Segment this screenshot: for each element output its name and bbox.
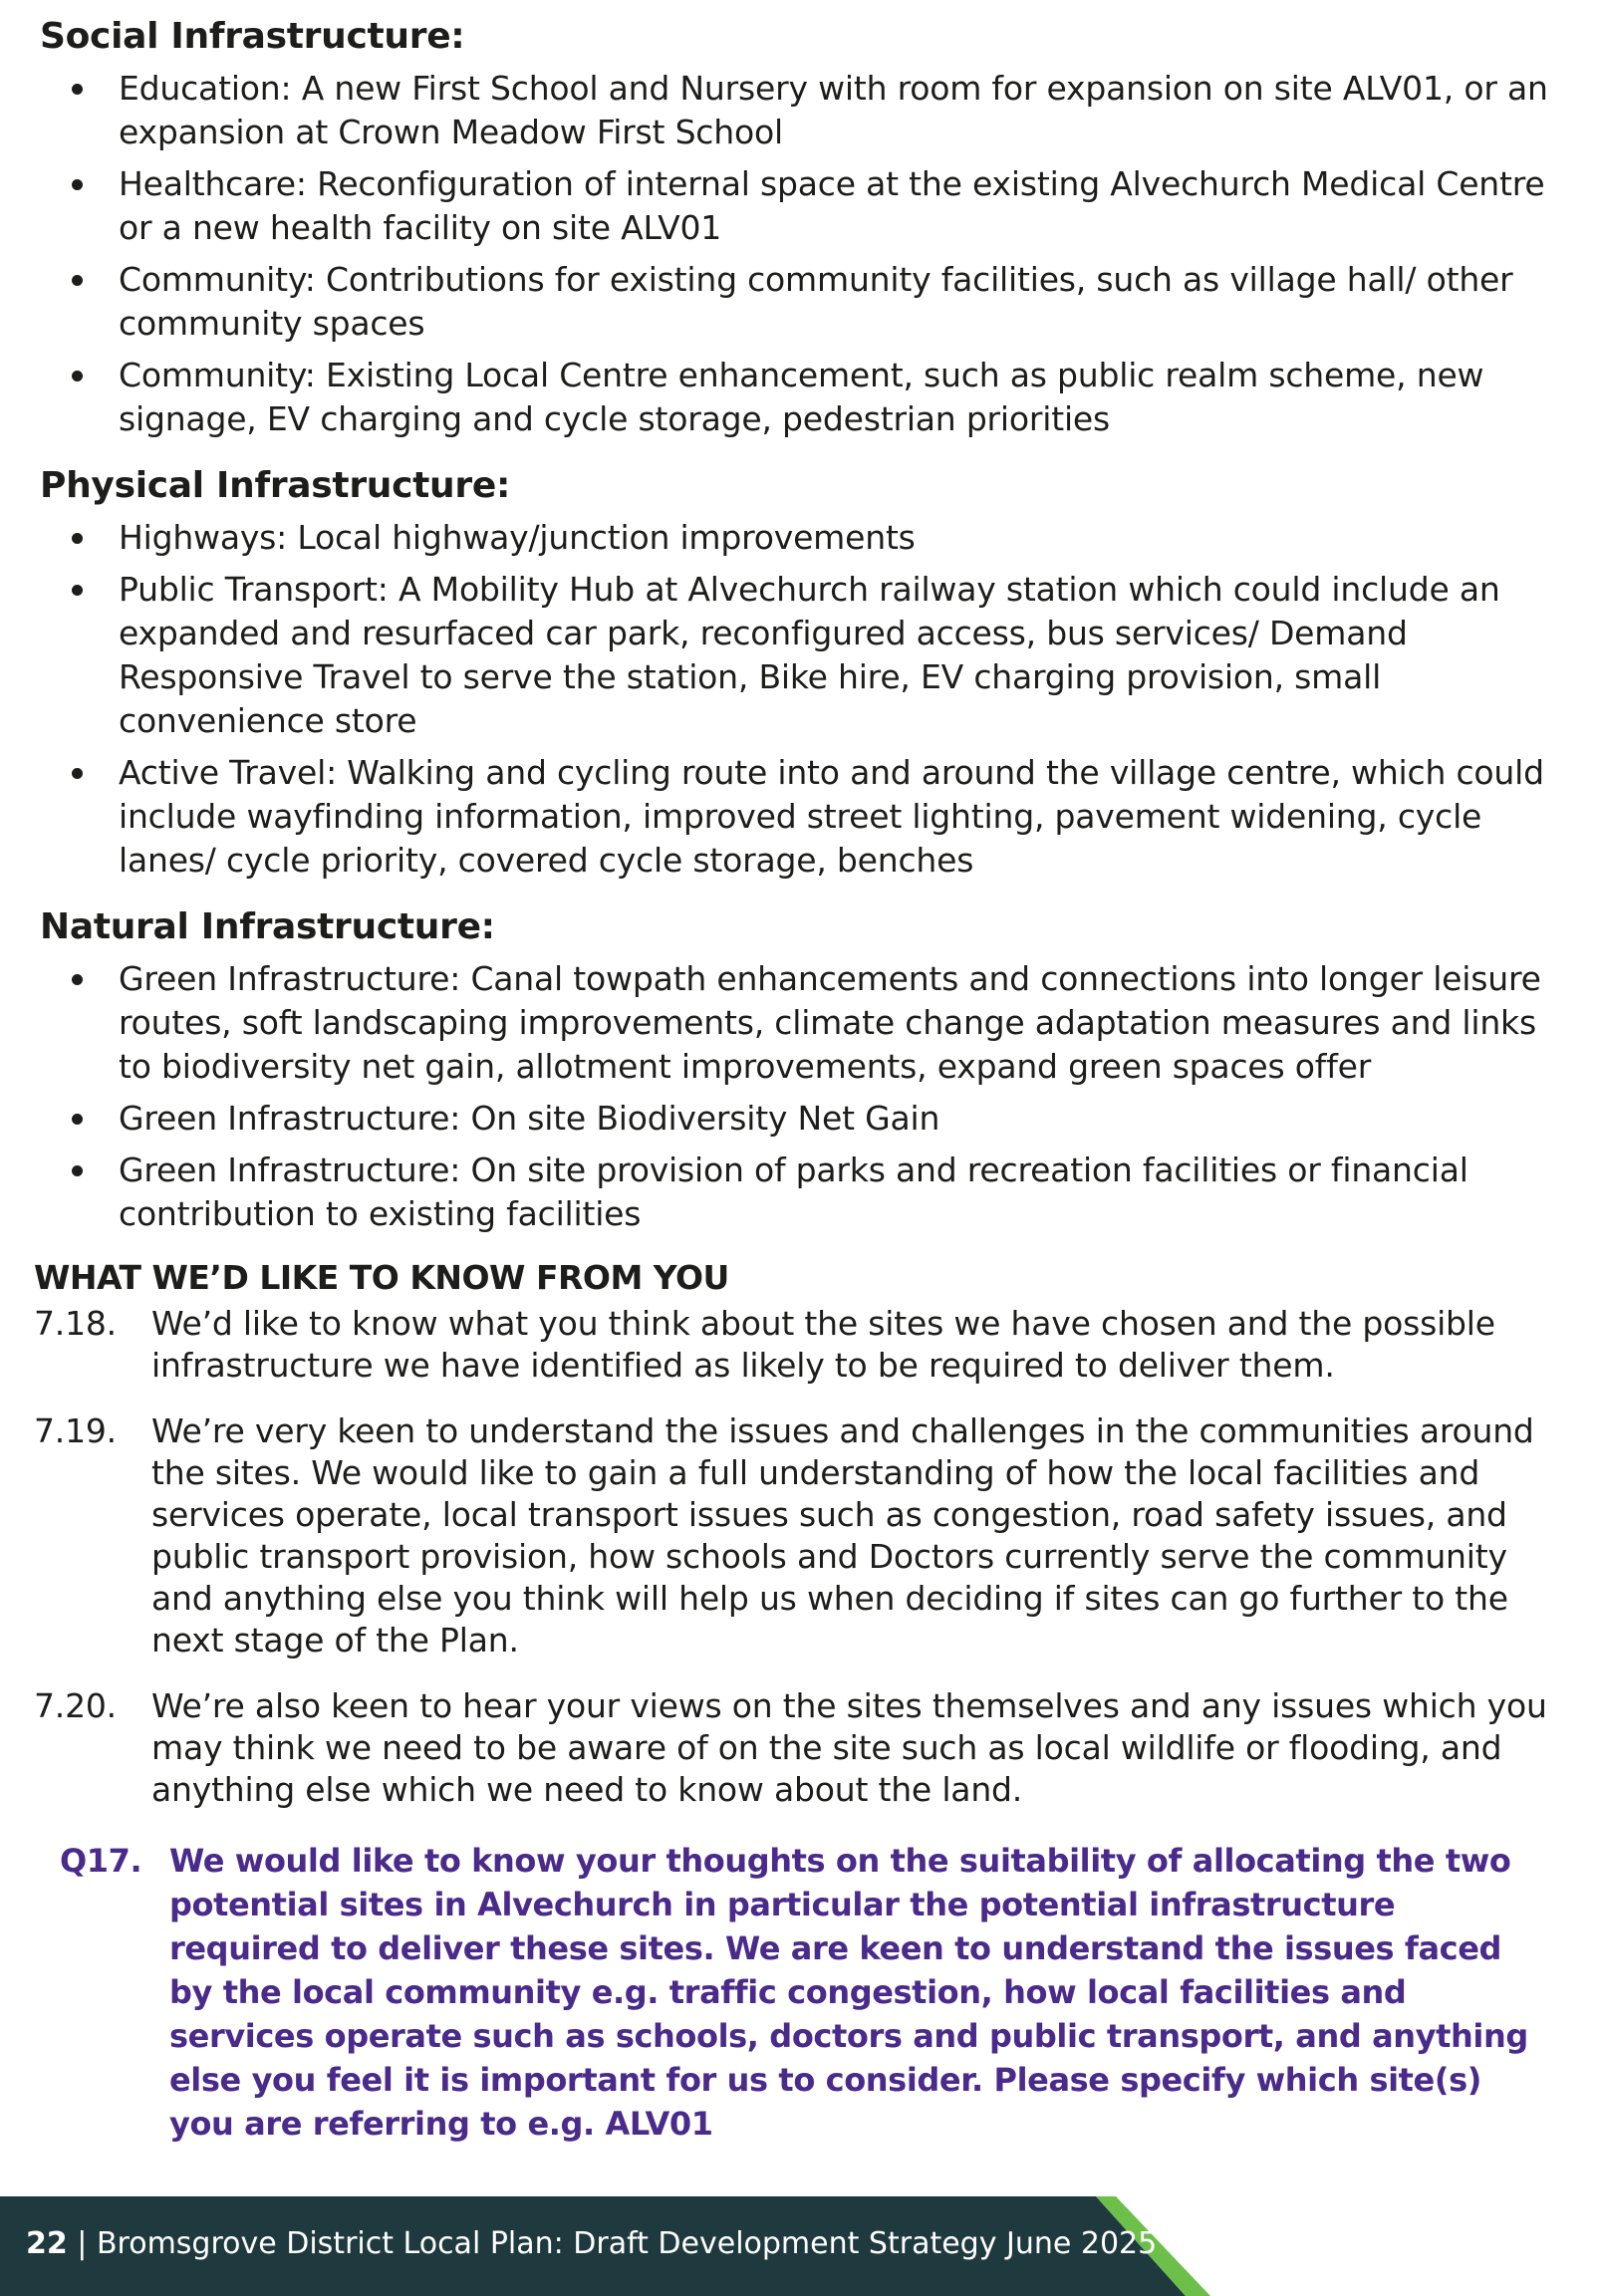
section-heading-physical: Physical Infrastructure: [40, 465, 511, 506]
list-item [34, 957, 1568, 1089]
bullet-icon [72, 585, 83, 596]
question-number: Q17. [60, 1842, 142, 1880]
list-item [34, 751, 1568, 883]
page-number: 22 [26, 2226, 68, 2261]
numbered-paragraph [34, 1303, 1568, 1387]
list-item [34, 67, 1568, 154]
list-item [34, 258, 1568, 346]
numbered-paragraph [34, 1685, 1568, 1811]
list-item [34, 354, 1568, 441]
document-title: Bromsgrove District Local Plan: Draft Development Strategy June 2025 [96, 2226, 1158, 2261]
numbered-paragraph [34, 1410, 1568, 1661]
page-footer [0, 2196, 1599, 2296]
bullet-icon [72, 84, 83, 95]
list-item-text: Healthcare: Reconfiguration of internal space at the existing Alvechurch Medical Centre or a new health facility on site ALV01 [119, 164, 1545, 247]
bullet-icon [72, 768, 83, 779]
footer-text [26, 2226, 1157, 2261]
footer-separator: | [77, 2226, 88, 2261]
paragraph-number: 7.18. [34, 1304, 117, 1343]
list-item-text: Active Travel: Walking and cycling route into and around the village centre, which could include wayfinding information, improved street lighting, pavement widening, cycle lanes/ cycle priority, covered cycle storage, benches [119, 753, 1544, 880]
section-heading-social: Social Infrastructure: [40, 16, 465, 57]
question-text: We would like to know your thoughts on the suitability of allocating the two potential sites in Alvechurch in particular the potential infrastructure required to deliver these sites. We are keen to understand the issues faced by the local community e.g. traffic congestion, how local facilities and services operate such as schools, doctors and public transport, and anything else you feel it is important for us to consider. Please specify which site(s) you are referring to e.g. ALV01 [169, 1842, 1528, 2143]
list-item-text: Community: Contributions for existing community facilities, such as village hall/ other community spaces [119, 260, 1513, 343]
list-item-text: Education: A new First School and Nursery with room for expansion on site ALV01, or an expansion at Crown Meadow First School [119, 69, 1548, 151]
list-item-text: Community: Existing Local Centre enhancement, such as public realm scheme, new signage, EV charging and cycle storage, pedestrian priorities [119, 356, 1484, 438]
list-item [34, 568, 1568, 743]
natural-infrastructure-list [34, 957, 1568, 1236]
page-content [34, 14, 1568, 2146]
list-item [34, 516, 1568, 560]
consultation-question [60, 1839, 1568, 2146]
bullet-icon [72, 974, 83, 985]
natural-infrastructure-section [34, 904, 1568, 1236]
bullet-icon [72, 1165, 83, 1176]
social-infrastructure-section [34, 14, 1568, 441]
social-infrastructure-list [34, 67, 1568, 441]
list-item-text: Green Infrastructure: Canal towpath enhancements and connections into longer leisure routes, soft landscaping improvements, climate change adaptation measures and links to biodiversity net gain, allotment improvements, expand green spaces offer [119, 959, 1541, 1086]
paragraph-text: We’re very keen to understand the issues and challenges in the communities around the sites. We would like to gain a full understanding of how the local facilities and services operate, local transport issues such as congestion, road safety issues, and public transport provision, how schools and Doctors currently serve the community and anything else you think will help us when deciding if sites can go further to the next stage of the Plan. [151, 1411, 1534, 1659]
list-item [34, 162, 1568, 250]
feedback-heading: WHAT WE’D LIKE TO KNOW FROM YOU [34, 1258, 729, 1297]
bullet-icon [72, 275, 83, 286]
section-heading-natural: Natural Infrastructure: [40, 906, 495, 947]
feedback-section [34, 1258, 1568, 2146]
bullet-icon [72, 1114, 83, 1125]
physical-infrastructure-section [34, 463, 1568, 883]
list-item [34, 1097, 1568, 1141]
physical-infrastructure-list [34, 516, 1568, 883]
list-item-text: Highways: Local highway/junction improvements [119, 518, 916, 557]
paragraph-number: 7.20. [34, 1686, 117, 1725]
bullet-icon [72, 179, 83, 190]
bullet-icon [72, 533, 83, 544]
list-item-text: Green Infrastructure: On site provision of parks and recreation facilities or financial contribution to existing facilities [119, 1150, 1468, 1233]
list-item-text: Public Transport: A Mobility Hub at Alvechurch railway station which could include an expanded and resurfaced car park, reconfigured access, bus services/ Demand Responsive Travel to serve the station, Bike hire, EV charging provision, small convenience store [119, 570, 1500, 740]
paragraph-text: We’re also keen to hear your views on the sites themselves and any issues which you may think we need to be aware of on the site such as local wildlife or flooding, and anything else which we need to know about the land. [151, 1686, 1547, 1809]
list-item-text: Green Infrastructure: On site Biodiversity Net Gain [119, 1099, 940, 1138]
bullet-icon [72, 371, 83, 382]
paragraph-number: 7.19. [34, 1411, 117, 1450]
paragraph-text: We’d like to know what you think about the sites we have chosen and the possible infrastructure we have identified as likely to be required to deliver them. [151, 1304, 1495, 1385]
list-item [34, 1148, 1568, 1236]
